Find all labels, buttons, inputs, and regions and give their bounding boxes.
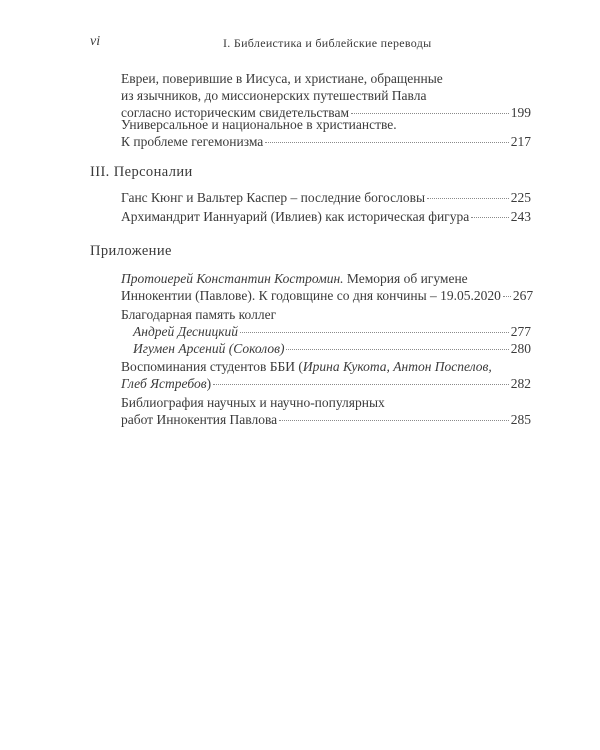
toc-entry-line (121, 375, 211, 392)
closing-paren: ) (206, 376, 212, 391)
leader-dots (213, 383, 509, 385)
title-text: Воспоминания студентов ББИ ( (121, 359, 303, 374)
toc-entry-kostromin[interactable] (121, 270, 534, 304)
toc-entry-evrei[interactable] (121, 70, 531, 121)
toc-entry-iannuariy[interactable] (121, 208, 531, 225)
toc-page-number: 217 (510, 134, 531, 149)
toc-entry-line: Иннокентии (Павлове). К годовщине со дня кончины – 19.05.2020 (121, 288, 501, 303)
toc-entry-line: работ Иннокентия Павлова (121, 412, 278, 427)
toc-entry-line (121, 358, 531, 375)
toc-entry-line: Благодарная память коллег (121, 307, 277, 322)
leader-dots (471, 216, 509, 218)
toc-entry-vospominaniya[interactable] (121, 358, 531, 392)
toc-entry-universalnoe[interactable] (121, 116, 531, 150)
toc-page-number: 225 (510, 190, 531, 205)
page-header (90, 34, 530, 54)
toc-page-number: 277 (510, 324, 531, 339)
toc-subentry-desnitsky[interactable] (133, 323, 531, 340)
toc-entry-kung-kasper[interactable] (121, 189, 531, 206)
toc-page-number: 267 (512, 288, 534, 303)
leader-dots (286, 348, 508, 350)
author-name: Андрей Десницкий (133, 324, 239, 339)
toc-entry-blagodarnaya-pamyat[interactable] (121, 306, 531, 323)
toc-entry-line: Библиография научных и научно-популярных (121, 395, 385, 410)
toc-page-number: 243 (510, 209, 531, 224)
leader-dots (279, 419, 509, 421)
toc-entry-line: Универсальное и национальное в христианстве. (121, 117, 397, 132)
leader-dots (503, 295, 511, 297)
toc-entry-line: К проблеме гегемонизма (121, 134, 264, 149)
toc-entry-line: Архимандрит Ианнуарий (Ивлиев) как историческая фигура (121, 209, 470, 224)
toc-entry-line: из язычников, до миссионерских путешествий Павла (121, 88, 427, 103)
toc-page-number: 282 (510, 376, 531, 391)
toc-page-number: 285 (510, 412, 531, 427)
toc-subentry-sokolov[interactable] (133, 340, 531, 357)
toc-entry-bibliografiya[interactable] (121, 394, 531, 428)
author-name: Глеб Ястребов (121, 376, 207, 391)
leader-dots (240, 331, 509, 333)
toc-entry-line: Ганс Кюнг и Вальтер Каспер – последние богословы (121, 190, 426, 205)
toc-entry-line (121, 270, 531, 287)
leader-dots (265, 141, 508, 143)
toc-page-number: 280 (510, 341, 531, 356)
author-name: Игумен Арсений (Соколов) (133, 341, 285, 356)
running-title: I. Библеистика и библейские переводы (223, 36, 432, 50)
leader-dots (427, 197, 509, 199)
author-names: Ирина Кукота, Антон Поспелов, (302, 359, 492, 374)
leader-dots (351, 112, 509, 114)
title-text: Мемория об игумене (343, 271, 468, 286)
author-name: Протоиерей Константин Костромин. (121, 271, 344, 286)
toc-entry-line: Евреи, поверившие в Иисуса, и христиане, обращенные (121, 71, 443, 86)
section-heading-personalii[interactable]: III. Персоналии (90, 164, 193, 180)
toc-entry-line: согласно историческим свидетельствам (121, 105, 349, 120)
toc-page-number: 199 (510, 105, 531, 120)
page-number-folio: vi (90, 34, 101, 49)
section-heading-prilozhenie[interactable]: Приложение (90, 243, 172, 259)
